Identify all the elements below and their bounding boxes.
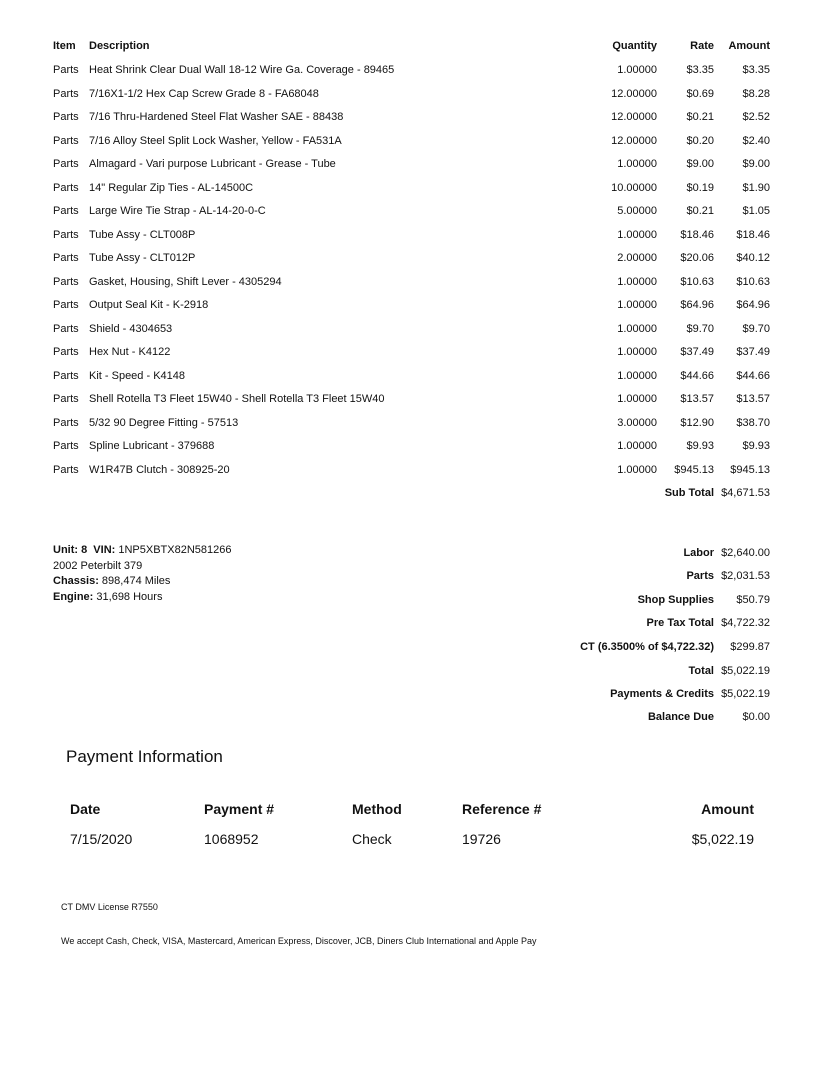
row-amount: $13.57 [736,393,770,405]
row-description: Kit - Speed - K4148 [89,369,186,382]
row-rate: $18.46 [680,228,714,241]
row-amount: $40.12 [736,252,770,264]
dmv-license: CT DMV License R7550 [61,902,158,912]
chassis-label: Chassis: [53,575,99,587]
row-quantity: 5.00000 [617,205,657,217]
row-item: Parts [53,181,79,194]
row-quantity: 2.00000 [617,252,657,264]
summary-value: $5,022.19 [721,665,770,677]
row-rate: $44.66 [680,369,714,382]
row-rate: $9.93 [686,440,714,452]
summary-value: $2,640.00 [721,547,770,559]
row-description: Shell Rotella T3 Fleet 15W40 - Shell Rotella T3 Fleet 15W40 [89,393,385,405]
unit-label: Unit: [53,544,79,556]
row-quantity: 1.00000 [617,369,657,382]
row-description: Output Seal Kit - K-2918 [89,299,209,311]
table-row [53,411,777,435]
summary-label: Total [688,665,714,677]
row-description: Gasket, Housing, Shift Lever - 4305294 [89,275,282,288]
row-item: Parts [53,158,79,170]
row-rate: $12.90 [680,416,714,429]
row-description: 14" Regular Zip Ties - AL-14500C [89,181,254,194]
row-item: Parts [53,252,79,264]
summary-label: Pre Tax Total [646,617,714,629]
payment-date: 7/15/2020 [70,831,133,847]
table-row [53,270,777,294]
line-items-table [53,34,777,505]
summary-label: CT (6.3500% of $4,722.32) [580,641,714,653]
row-description: Tube Assy - CLT012P [89,252,196,264]
payment-header-amount: Amount [701,801,754,817]
payment-header-method: Method [352,801,402,817]
row-quantity: 10.00000 [611,181,657,194]
table-row [53,129,777,153]
table-row [53,340,777,364]
row-amount: $18.46 [736,228,770,241]
header-amount: Amount [728,40,770,52]
vehicle-model: 2002 Peterbilt 379 [53,559,143,572]
row-amount: $44.66 [736,369,770,382]
row-quantity: 1.00000 [617,299,657,311]
row-rate: $0.69 [686,87,714,100]
row-item: Parts [53,134,79,147]
row-item: Parts [53,346,79,358]
row-amount: $2.52 [742,111,770,123]
row-amount: $9.00 [742,158,770,170]
row-item: Parts [53,275,79,288]
row-amount: $3.35 [742,64,770,76]
row-item: Parts [53,416,79,429]
vehicle-info [53,543,232,605]
summary-value: $299.87 [730,641,770,653]
row-amount: $2.40 [742,134,770,147]
row-amount: $64.96 [736,299,770,311]
row-item: Parts [53,64,79,76]
row-quantity: 1.00000 [617,322,657,335]
vin-label: VIN: [93,544,116,556]
row-item: Parts [53,228,79,241]
payment-reference: 19726 [462,831,501,847]
row-quantity: 3.00000 [617,416,657,429]
row-description: Tube Assy - CLT008P [89,228,196,241]
header-quantity: Quantity [612,40,657,52]
table-header-row [53,34,777,58]
unit-value: 8 [81,544,88,556]
table-row [53,223,777,247]
row-item: Parts [53,393,79,405]
row-quantity: 1.00000 [617,346,657,358]
table-row [53,434,777,458]
row-description: Large Wire Tie Strap - AL-14-20-0-C [89,205,266,217]
table-body [53,58,777,481]
summary-label: Payments & Credits [610,688,714,700]
row-quantity: 1.00000 [617,393,657,405]
table-row [53,152,777,176]
table-row [53,58,777,82]
summary-label: Shop Supplies [637,594,714,606]
payment-header-number: Payment # [204,801,275,817]
accepted-payments: We accept Cash, Check, VISA, Mastercard, American Express, Discover, JCB, Diners Club International and Apple Pay [61,936,537,946]
row-rate: $64.96 [680,299,714,311]
table-row [53,317,777,341]
payment-number: 1068952 [204,831,259,847]
row-description: 7/16 Thru-Hardened Steel Flat Washer SAE - 88438 [89,111,344,123]
row-amount: $38.70 [736,416,770,429]
summary-label: Balance Due [647,711,714,723]
row-amount: $1.05 [742,205,770,217]
row-amount: $945.13 [730,463,770,476]
vin-value: 1NP5XBTX82N581266 [118,544,232,556]
row-description: Heat Shrink Clear Dual Wall 18-12 Wire Ga. Coverage - 89465 [89,64,395,76]
table-row [53,293,777,317]
row-quantity: 1.00000 [617,158,657,170]
table-row [53,458,777,482]
engine-label: Engine: [53,590,94,603]
row-rate: $0.20 [686,134,714,147]
row-rate: $945.13 [674,463,714,476]
row-item: Parts [53,205,79,217]
row-rate: $0.21 [686,205,714,217]
row-item: Parts [53,463,79,476]
summary-value: $4,722.32 [721,617,770,629]
header-description: Description [89,40,150,52]
chassis-value: 898,474 Miles [101,575,171,587]
summary-value: $5,022.19 [721,688,770,700]
table-row [53,105,777,129]
subtotal-label: Sub Total [664,487,714,499]
header-rate: Rate [690,40,714,52]
row-rate: $37.49 [680,346,714,358]
row-item: Parts [53,111,79,123]
row-quantity: 1.00000 [617,228,657,241]
row-description: Spline Lubricant - 379688 [89,440,215,452]
row-rate: $9.00 [686,158,714,170]
row-rate: $13.57 [680,393,714,405]
table-row [53,82,777,106]
row-amount: $10.63 [736,275,770,288]
row-item: Parts [53,369,79,382]
row-description: 5/32 90 Degree Fitting - 57513 [89,416,239,429]
payment-header-date: Date [70,801,101,817]
subtotal-row [53,481,777,505]
summary-label: Labor [683,547,714,559]
row-rate: $9.70 [686,322,714,335]
payment-method: Check [352,831,392,847]
row-quantity: 1.00000 [617,64,657,76]
row-quantity: 1.00000 [617,275,657,288]
row-rate: $10.63 [680,275,714,288]
row-item: Parts [53,322,79,335]
row-rate: $0.21 [686,111,714,123]
subtotal-value: $4,671.53 [721,487,770,499]
row-description: Hex Nut - K4122 [89,346,171,358]
table-row [53,246,777,270]
row-amount: $9.93 [742,440,770,452]
summary-value: $0.00 [742,711,770,723]
row-quantity: 12.00000 [611,111,657,123]
table-row [53,364,777,388]
row-item: Parts [53,440,79,452]
row-rate: $0.19 [686,181,714,194]
row-description: 7/16 Alloy Steel Split Lock Washer, Yellow - FA531A [89,134,342,147]
row-amount: $1.90 [742,181,770,194]
table-row [53,176,777,200]
row-quantity: 12.00000 [611,87,657,100]
table-row [53,199,777,223]
row-description: Almagard - Vari purpose Lubricant - Grease - Tube [89,158,336,170]
row-rate: $20.06 [680,252,714,264]
row-quantity: 1.00000 [617,463,657,476]
row-quantity: 12.00000 [611,134,657,147]
engine-value: 31,698 Hours [96,590,163,603]
row-item: Parts [53,299,79,311]
header-item: Item [53,40,76,52]
row-description: W1R47B Clutch - 308925-20 [89,463,230,476]
row-amount: $37.49 [736,346,770,358]
payment-info-title: Payment Information [66,747,223,766]
payment-amount: $5,022.19 [691,831,754,847]
row-amount: $9.70 [742,322,770,335]
summary-value: $2,031.53 [721,570,770,582]
table-row [53,387,777,411]
row-rate: $3.35 [686,64,714,76]
summary-value: $50.79 [736,594,770,606]
row-description: 7/16X1-1/2 Hex Cap Screw Grade 8 - FA68048 [89,87,319,100]
row-quantity: 1.00000 [617,440,657,452]
row-description: Shield - 4304653 [89,322,173,335]
summary-label: Parts [686,570,714,582]
row-item: Parts [53,87,79,100]
row-amount: $8.28 [742,87,770,100]
payment-header-reference: Reference # [462,801,542,817]
